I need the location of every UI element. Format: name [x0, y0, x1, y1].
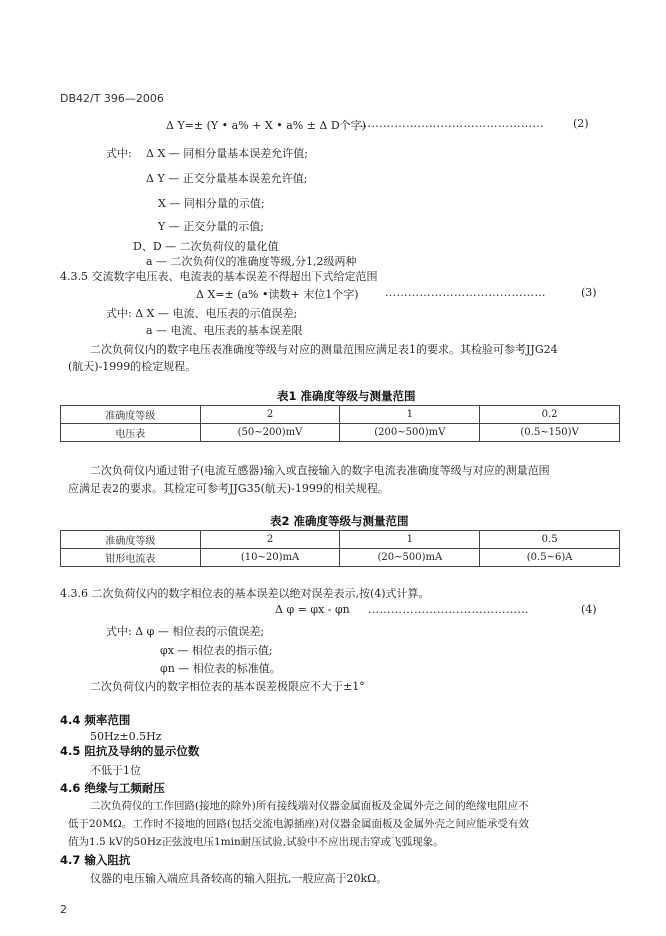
table-cell: (20~500)mA — [340, 549, 480, 567]
phase-limit-text: 二次负荷仪内的数字相位表的基本误差极限应不大于±1° — [90, 680, 365, 693]
table-cell: 电压表 — [61, 424, 201, 442]
equation-4-leader-dots: …………………………………… — [368, 603, 529, 616]
def-delta-phi: 式中: Δ φ — 相位表的示值误差; — [106, 625, 265, 638]
def-phi-n: φn — 相位表的标准值。 — [160, 662, 281, 675]
table-2 — [60, 530, 620, 567]
table-row — [61, 406, 620, 424]
table-cell: 2 — [200, 531, 340, 549]
equation-2: Δ Y=± (Y • a% + X • a% ± Δ D个字) — [166, 119, 366, 132]
section-4-6-line3: 值为1.5 kV的50Hz正弦波电压1min耐压试验,试验中不应出现击穿或飞弧现象。 — [68, 836, 444, 848]
table-cell: (10~20)mA — [200, 549, 340, 567]
table-cell: 准确度等级 — [61, 406, 201, 424]
para-ammeter-line2: 应满足表2的要求。其检定可参考JJG35(航天)-1999的相关规程。 — [68, 482, 389, 495]
table-cell: (50~200)mV — [200, 424, 340, 442]
table-2-caption: 表2 准确度等级与测量范围 — [270, 514, 409, 528]
equation-3-number: (3) — [581, 286, 597, 299]
def-phi-x: φx — 相位表的指示值; — [160, 644, 273, 657]
table-cell: 钳形电流表 — [61, 549, 201, 567]
table-cell: 准确度等级 — [61, 531, 201, 549]
equation-3-leader-dots: …………………………………… — [385, 286, 546, 299]
equation-4-number: (4) — [581, 603, 597, 616]
table-row — [61, 549, 620, 567]
section-4-6-line2: 低于20MΩ。工作时不接地的回路(包括交流电源插座)对仪器金属面板及金属外壳之间应能承受有效 — [68, 818, 530, 830]
def-x: X — 同相分量的示值; — [158, 197, 265, 210]
equation-3: Δ X=± (a% •读数+ 末位1个字) — [196, 288, 359, 301]
section-4-5-title: 4.5 阻抗及导纳的显示位数 — [60, 744, 200, 758]
section-4-3-5-title: 4.3.5 交流数字电压表、电流表的基本误差不得超出下式给定范围 — [60, 270, 378, 283]
para-ammeter-line1: 二次负荷仪内通过钳子(电流互感器)输入或直接输入的数字电流表准确度等级与对应的测量范围 — [90, 464, 550, 477]
def-a-meter: a — 电流、电压表的基本误差限 — [146, 324, 303, 337]
def-delta-x-meter: 式中: Δ X — 电流、电压表的示值误差; — [106, 307, 298, 320]
section-4-7-title: 4.7 输入阻抗 — [60, 853, 131, 867]
section-4-6-line1: 二次负荷仪的工作回路(接地的除外)所有接线端对仪器金属面板及金属外壳之间的绝缘电阻应不 — [90, 800, 529, 812]
section-4-3-6-title: 4.3.6 二次负荷仪内的数字相位表的基本误差以绝对误差表示,按(4)式计算。 — [60, 587, 430, 600]
section-4-5-body: 不低于1位 — [90, 764, 141, 777]
where-label: 式中: — [106, 147, 132, 160]
table-cell: (200~500)mV — [340, 424, 480, 442]
table-cell: 1 — [340, 531, 480, 549]
def-a: a — 二次负荷仪的准确度等级,分1,2级两种 — [146, 255, 357, 268]
table-1 — [60, 405, 620, 442]
section-4-6-title: 4.6 绝缘与工频耐压 — [60, 781, 165, 795]
table-cell: 1 — [340, 406, 480, 424]
equation-2-leader-dots: ………………………………………… — [360, 117, 544, 130]
table-row — [61, 531, 620, 549]
para-voltmeter-line1: 二次负荷仪内的数字电压表准确度等级与对应的测量范围应满足表1的要求。其检验可参考JJG24 — [90, 343, 558, 356]
equation-4: Δ φ = φx - φn — [275, 603, 350, 616]
table-cell: 0.5 — [480, 531, 620, 549]
def-y: Y — 正交分量的示值; — [158, 220, 264, 233]
table-cell: (0.5~150)V — [480, 424, 620, 442]
page-number: 2 — [60, 903, 67, 916]
section-4-4-title: 4.4 频率范围 — [60, 713, 131, 727]
table-cell: 0.2 — [480, 406, 620, 424]
table-row — [61, 424, 620, 442]
def-delta-y: Δ Y — 正交分量基本误差允许值; — [146, 172, 308, 185]
def-d: D、D — 二次负荷仪的量化值 — [133, 240, 279, 253]
table-cell: 2 — [200, 406, 340, 424]
def-delta-x: Δ X — 同相分量基本误差允许值; — [146, 147, 308, 160]
para-voltmeter-line2: (航天)-1999的检定规程。 — [68, 360, 197, 373]
table-1-caption: 表1 准确度等级与测量范围 — [277, 389, 416, 403]
section-4-4-body: 50Hz±0.5Hz — [90, 730, 162, 743]
document-code-header: DB42/T 396—2006 — [60, 92, 164, 105]
equation-2-number: (2) — [573, 117, 589, 130]
table-cell: (0.5~6)A — [480, 549, 620, 567]
section-4-7-body: 仪器的电压输入端应具备较高的输入阻抗,一般应高于20kΩ。 — [90, 872, 388, 885]
